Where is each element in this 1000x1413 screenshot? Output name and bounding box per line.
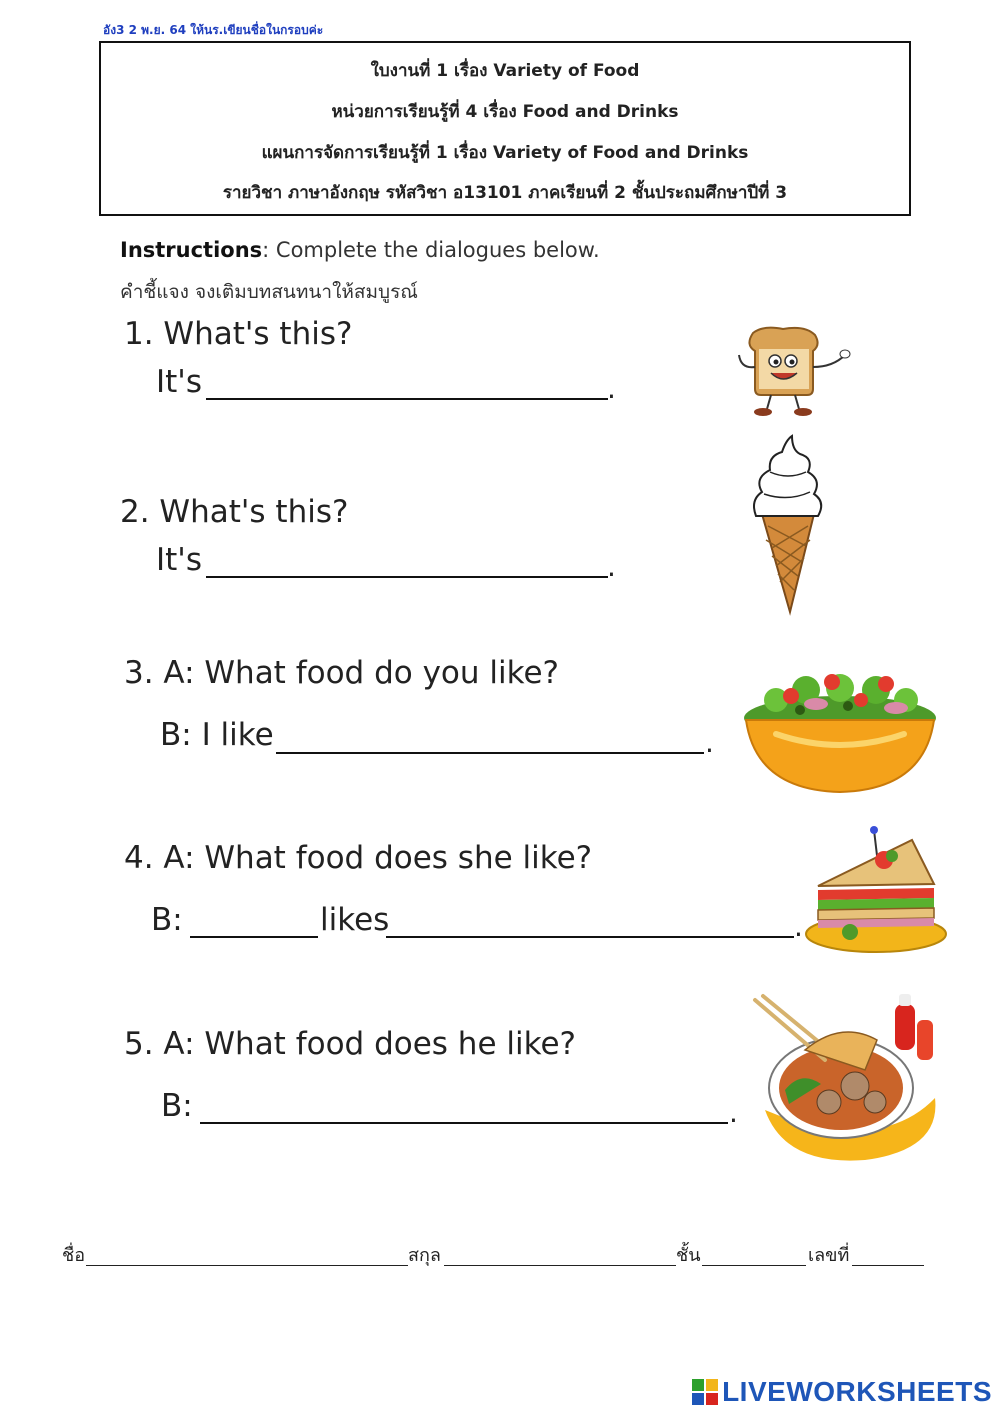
answer-1-prefix: It's	[156, 364, 202, 400]
question-4: 4. A: What food does she like?	[124, 840, 593, 876]
top-note: อัง3 2 พ.ย. 64 ให้นร.เขียนชื่อในกรอบค่ะ	[103, 23, 324, 37]
answer-4-period: .	[794, 910, 803, 943]
answer-3-blank[interactable]	[276, 722, 704, 754]
instructions	[120, 238, 600, 262]
answer-1-blank[interactable]	[206, 368, 608, 400]
class-field[interactable]	[702, 1265, 806, 1266]
answer-3-period: .	[705, 726, 714, 759]
answer-5-prefix: B:	[161, 1088, 193, 1124]
liveworksheets-logo-icon	[692, 1379, 718, 1405]
number-field[interactable]	[852, 1265, 924, 1266]
brand-logo	[722, 1376, 992, 1408]
sandwich-icon	[800, 826, 948, 954]
header-line-3: แผนการจัดการเรียนรู้ที่ 1 เรื่อง Variety of Food and Drinks	[261, 143, 749, 163]
answer-2-prefix: It's	[156, 542, 202, 578]
question-2: 2. What's this?	[120, 494, 349, 530]
answer-1-period: .	[607, 372, 616, 405]
bread-icon	[733, 325, 853, 420]
header-line-1: ใบงานที่ 1 เรื่อง Variety of Food	[370, 61, 640, 81]
class-label: ชั้น	[676, 1245, 701, 1266]
answer-3-prefix: B: I like	[160, 717, 274, 753]
header-line-2: หน่วยการเรียนรู้ที่ 4 เรื่อง Food and Drinks	[331, 102, 679, 122]
answer-4-object-blank[interactable]	[386, 906, 794, 938]
ice-cream-icon	[748, 436, 828, 614]
answer-5-blank[interactable]	[200, 1092, 728, 1124]
noodle-soup-icon	[745, 990, 941, 1168]
student-info-footer	[62, 1240, 932, 1270]
answer-4-verb: likes	[320, 902, 390, 938]
question-3: 3. A: What food do you like?	[124, 655, 559, 691]
header-line-4: รายวิชา ภาษาอังกฤษ รหัสวิชา อ13101 ภาคเรียนที่ 2 ชั้นประถมศึกษาปีที่ 3	[222, 183, 788, 203]
answer-4-prefix: B:	[151, 902, 183, 938]
answer-4-subject-blank[interactable]	[190, 906, 318, 938]
salad-icon	[736, 660, 944, 800]
answer-2-blank[interactable]	[206, 546, 608, 578]
question-1: 1. What's this?	[124, 316, 353, 352]
instructions-label: Instructions	[120, 238, 263, 262]
surname-label: สกุล	[408, 1245, 441, 1266]
answer-5-period: .	[729, 1096, 738, 1129]
answer-2-period: .	[607, 550, 616, 583]
brand-name: LIVEWORKSHEETS	[722, 1376, 992, 1407]
instructions-thai: คำชี้แจง จงเติมบทสนทนาให้สมบูรณ์	[120, 281, 418, 303]
number-label: เลขที่	[808, 1245, 850, 1266]
question-5: 5. A: What food does he like?	[124, 1026, 576, 1062]
worksheet-header	[99, 41, 911, 216]
instructions-text: : Complete the dialogues below.	[262, 238, 600, 262]
surname-field[interactable]	[444, 1265, 676, 1266]
name-field[interactable]	[86, 1265, 408, 1266]
name-label: ชื่อ	[62, 1245, 86, 1266]
